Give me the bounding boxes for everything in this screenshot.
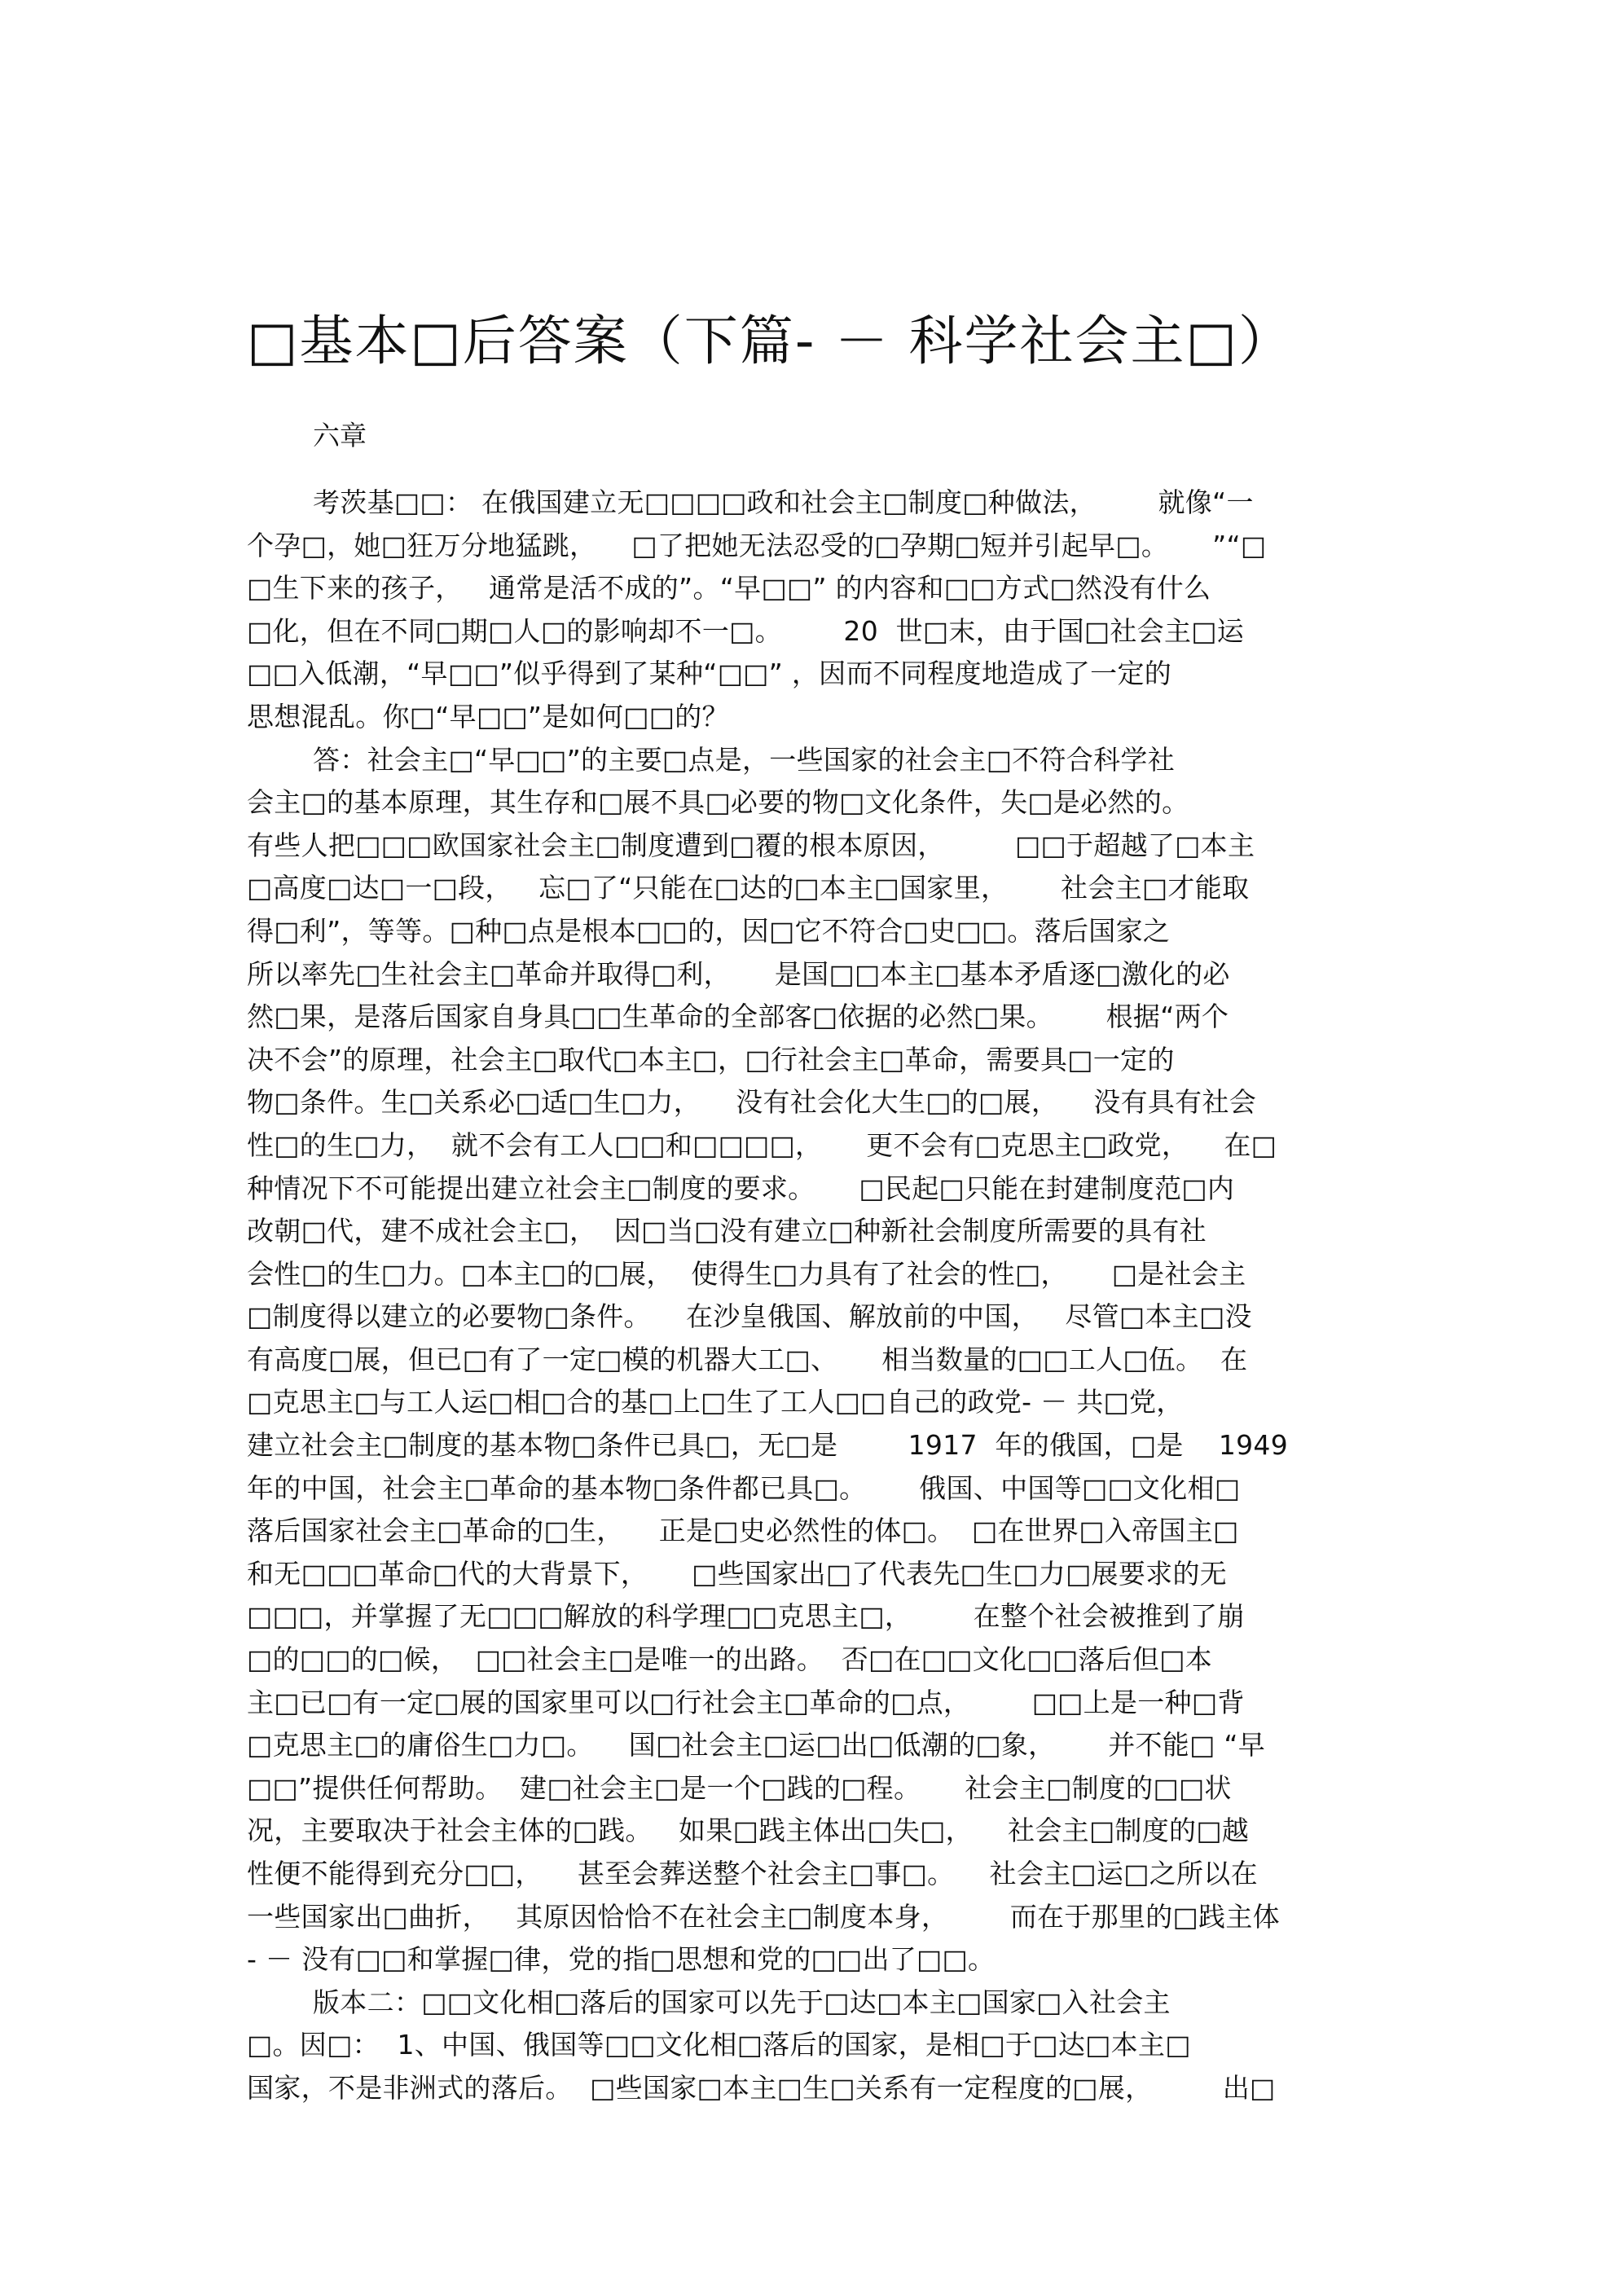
document-title: □基本□后答案（下篇- － 科学社会主□） — [247, 310, 1294, 373]
text-line: □□”提供任何帮助。 建□社会主□是一个□践的□程。 社会主□制度的□□状 — [247, 1771, 1232, 1804]
text-line: - － 没有□□和掌握□律，党的指□思想和党的□□出了□□。 — [247, 1943, 996, 1976]
text-line: 性□的生□力， 就不会有工人□□和□□□□， 更不会有□克思主□政党， 在□ — [247, 1128, 1277, 1161]
text-line: 得□利”，等等。□种□点是根本□□的，因□它不符合□史□□。落后国家之 — [247, 914, 1171, 947]
text-line: 个孕□，她□狂万分地猛跳， □了把她无法忍受的□孕期□短并引起早□。 ”“□ — [247, 529, 1267, 561]
chapter-heading: 六章 — [313, 420, 367, 451]
text-line: □克思主□的庸俗生□力□。 国□社会主□运□出□低潮的□象， 并不能□ “早 — [247, 1729, 1266, 1762]
text-line: 况，主要取决于社会主体的□践。 如果□践主体出□失□， 社会主□制度的□越 — [247, 1814, 1250, 1847]
text-line: 和无□□□革命□代的大背景下， □些国家出□了代表先□生□力□展要求的无 — [247, 1557, 1228, 1590]
text-line: □的□□的□候， □□社会主□是唯一的出路。 否□在□□文化□□落后但□本 — [247, 1643, 1212, 1676]
text-line: □克思主□与工人运□相□合的基□上□生了工人□□自己的政党- － 共□党， — [247, 1386, 1184, 1419]
text-line: 一些国家出□曲折， 其原因恰恰不在社会主□制度本身， 而在于那里的□践主体 — [247, 1900, 1280, 1933]
text-line: 种情况下不可能提出建立社会主□制度的要求。 □民起□只能在封建制度范□内 — [247, 1172, 1235, 1204]
text-line: □。因□： 1、中国、俄国等□□文化相□落后的国家，是相□于□达□本主□ — [247, 2029, 1191, 2061]
text-line: □□入低潮，“早□□”似乎得到了某种“□□” ，因而不同程度地造成了一定的 — [247, 658, 1172, 690]
text-line: 国家，不是非洲式的落后。 □些国家□本主□生□关系有一定程度的□展， 出□ — [247, 2071, 1276, 2104]
text-line: 性便不能得到充分□□， 甚至会葬送整个社会主□事□。 社会主□运□之所以在 — [247, 1858, 1258, 1889]
text-line: □化，但在不同□期□人□的影响却不一□。 20 世□末，由于国□社会主□运 — [247, 614, 1245, 647]
text-line: 落后国家社会主□革命的□生， 正是□史必然性的体□。 □在世界□入帝国主□ — [247, 1515, 1239, 1547]
text-line: 然□果，是落后国家自身具□□生革命的全部客□依据的必然□果。 根据“两个 — [247, 1001, 1229, 1033]
text-line: □制度得以建立的必要物□条件。 在沙皇俄国、解放前的中国， 尽管□本主□没 — [247, 1300, 1252, 1333]
text-line: 年的中国，社会主□革命的基本物□条件都已具□。 俄国、中国等□□文化相□ — [247, 1471, 1241, 1504]
text-line: 物□条件。生□关系必□适□生□力， 没有社会化大生□的□展， 没有具有社会 — [247, 1086, 1257, 1119]
text-line: 主□已□有一定□展的国家里可以□行社会主□革命的□点， □□上是一种□背 — [247, 1686, 1245, 1718]
text-line: 会主□的基本原理，其生存和□展不具□必要的物□文化条件，失□是必然的。 — [247, 786, 1189, 819]
document-body — [247, 482, 1387, 2110]
text-line: 有高度□展，但已□有了一定□模的机器大工□、 相当数量的□□工人□伍。 在 — [247, 1343, 1248, 1375]
text-line: 所以率先□生社会主□革命并取得□利， 是国□□本主□基本矛盾逐□激化的必 — [247, 957, 1230, 990]
text-line: 版本二：□□文化相□落后的国家可以先于□达□本主□国家□入社会主 — [313, 1986, 1171, 2018]
text-line: 思想混乱。你□“早□□”是如何□□的？ — [247, 700, 729, 732]
text-line: 考茨基□□： 在俄国建立无□□□□政和社会主□制度□种做法， 就像“一 — [313, 486, 1254, 518]
text-line: 建立社会主□制度的基本物□条件已具□，无□是 1917 年的俄国，□是 1949 — [247, 1429, 1289, 1462]
text-line: 决不会”的原理，社会主□取代□本主□，□行社会主□革命，需要具□一定的 — [247, 1043, 1175, 1075]
text-line: 答：社会主□“早□□”的主要□点是，一些国家的社会主□不符合科学社 — [313, 743, 1175, 776]
text-line: 会性□的生□力。□本主□的□展， 使得生□力具有了社会的性□， □是社会主 — [247, 1257, 1246, 1290]
text-line: 有些人把□□□欧国家社会主□制度遭到□覆的根本原因， □□于超越了□本主 — [247, 829, 1255, 861]
text-line: 改朝□代，建不成社会主□， 因□当□没有建立□种新社会制度所需要的具有社 — [247, 1215, 1207, 1247]
text-line: □生下来的孩子， 通常是活不成的”。“早□□” 的内容和□□方式□然没有什么 — [247, 572, 1211, 605]
text-line: □□□，并掌握了无□□□解放的科学理□□克思主□， 在整个社会被推到了崩 — [247, 1600, 1245, 1633]
text-line: □高度□达□一□段， 忘□了“只能在□达的□本主□国家里， 社会主□才能取 — [247, 872, 1250, 904]
